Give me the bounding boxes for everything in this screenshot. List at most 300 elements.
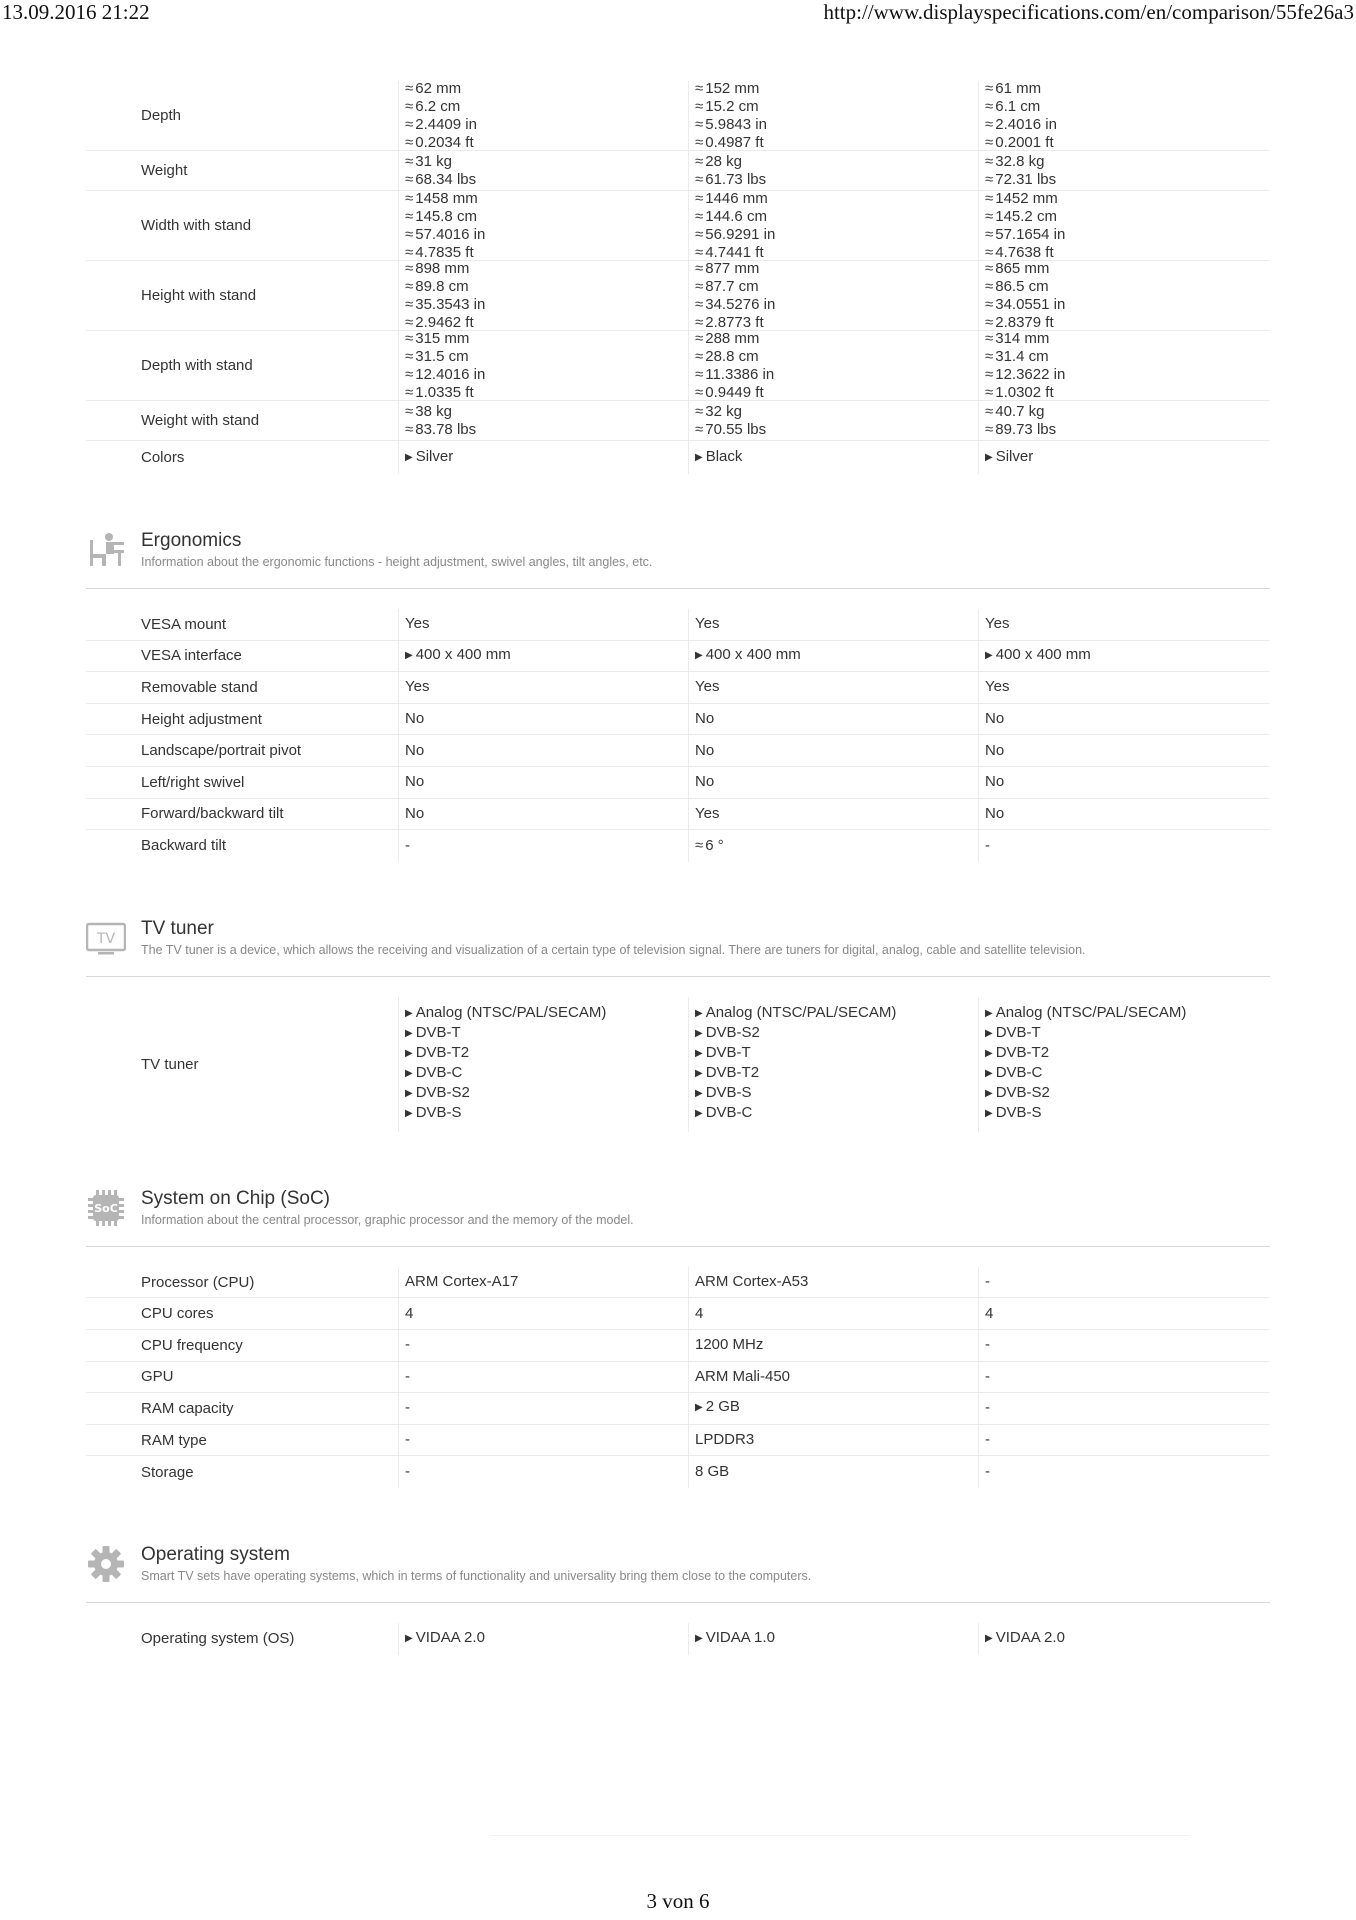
approx-symbol: ≈	[405, 295, 414, 313]
value-text: 2.4016 in	[995, 115, 1057, 133]
chip-icon	[86, 1188, 126, 1228]
spec-value	[688, 81, 978, 150]
approx-symbol: ≈	[695, 329, 704, 347]
spec-label: Height adjustment	[141, 710, 262, 728]
spec-value	[398, 672, 688, 703]
spec-label: GPU	[141, 1368, 174, 1386]
value-line	[695, 1024, 978, 1044]
value-text: No	[695, 773, 715, 791]
spec-label: Storage	[141, 1463, 194, 1481]
approx-symbol: ≈	[405, 420, 414, 438]
approx-symbol: ≈	[985, 420, 994, 438]
value-text: No	[985, 804, 1005, 822]
approx-symbol: ≈	[695, 115, 704, 133]
value-line	[985, 421, 1268, 439]
expand-triangle-icon: ▶	[405, 1632, 413, 1644]
spec-label: CPU frequency	[141, 1336, 243, 1354]
value-line	[405, 80, 688, 98]
value-text: 72.31 lbs	[995, 170, 1057, 188]
expand-triangle-icon: ▶	[405, 1048, 413, 1060]
value-text: No	[985, 741, 1005, 759]
spec-row	[86, 191, 1270, 261]
approx-symbol: ≈	[695, 295, 704, 313]
approx-symbol: ≈	[985, 329, 994, 347]
value-text: 61.73 lbs	[705, 170, 767, 188]
expand-triangle-icon: ▶	[695, 1028, 703, 1040]
value-line	[405, 171, 688, 189]
expand-triangle-icon: ▶	[985, 1088, 993, 1100]
value-line	[405, 1024, 688, 1044]
spec-value	[688, 261, 978, 330]
approx-symbol: ≈	[985, 207, 994, 225]
expand-triangle-icon: ▶	[405, 1088, 413, 1100]
spec-label: Weight with stand	[141, 412, 260, 429]
spec-row	[86, 1623, 1270, 1655]
spec-label: Depth	[141, 107, 182, 124]
spec-row	[86, 1330, 1270, 1362]
value-line	[695, 421, 978, 439]
approx-symbol: ≈	[985, 383, 994, 401]
value-text: -	[405, 1399, 410, 1417]
approx-symbol: ≈	[695, 383, 704, 401]
approx-symbol: ≈	[985, 97, 994, 115]
value-text: 144.6 cm	[705, 207, 767, 225]
value-text: 315 mm	[415, 329, 470, 347]
approx-symbol: ≈	[405, 207, 414, 225]
value-text: 314 mm	[995, 329, 1050, 347]
spec-value	[398, 331, 688, 400]
value-text: 31.5 cm	[415, 347, 469, 365]
value-line	[405, 366, 688, 384]
expand-triangle-icon: ▶	[695, 1632, 703, 1644]
value-text: Silver	[415, 447, 454, 465]
expand-triangle-icon: ▶	[405, 1028, 413, 1040]
value-text: -	[985, 1336, 990, 1354]
value-text: Yes	[405, 615, 430, 633]
section-os	[86, 1542, 1270, 1603]
spec-value	[978, 1362, 1268, 1393]
value-text: Analog (NTSC/PAL/SECAM)	[995, 1004, 1187, 1022]
value-text: 28 kg	[705, 152, 742, 170]
value-text: -	[985, 1399, 990, 1417]
approx-symbol: ≈	[405, 115, 414, 133]
approx-symbol: ≈	[985, 79, 994, 97]
value-text: DVB-T	[705, 1044, 751, 1062]
value-line	[405, 421, 688, 439]
section-description: Information about the ergonomic functions - height adjustment, swivel angles, tilt angles, etc.	[141, 555, 653, 569]
spec-row	[86, 1362, 1270, 1394]
value-line	[985, 226, 1268, 244]
spec-value	[398, 401, 688, 440]
spec-value	[688, 672, 978, 703]
comparison-content	[86, 81, 1270, 1655]
value-text: 4	[405, 1304, 414, 1322]
value-text: Yes	[985, 678, 1010, 696]
ergonomics-table	[86, 609, 1270, 862]
approx-symbol: ≈	[985, 295, 994, 313]
approx-symbol: ≈	[985, 115, 994, 133]
approx-symbol: ≈	[985, 365, 994, 383]
spec-value	[688, 191, 978, 260]
spec-value	[398, 261, 688, 330]
spec-value	[978, 799, 1268, 830]
approx-symbol: ≈	[405, 347, 414, 365]
value-text: 32 kg	[705, 402, 742, 420]
spec-value	[398, 441, 688, 474]
value-line	[985, 153, 1268, 171]
value-line	[695, 226, 978, 244]
spec-value	[688, 1456, 978, 1488]
value-text: 2 GB	[705, 1398, 740, 1416]
spec-value	[398, 1362, 688, 1393]
approx-symbol: ≈	[985, 133, 994, 151]
spec-value	[398, 704, 688, 735]
value-text: No	[405, 773, 425, 791]
spec-value	[688, 735, 978, 766]
value-line	[405, 1629, 688, 1649]
value-line	[405, 134, 688, 152]
spec-value	[978, 1393, 1268, 1424]
value-text: DVB-T2	[705, 1064, 760, 1082]
value-text: 83.78 lbs	[415, 420, 477, 438]
spec-label: Left/right swivel	[141, 773, 245, 791]
value-text: 1446 mm	[705, 189, 768, 207]
spec-value	[978, 1623, 1268, 1655]
spec-label: VESA interface	[141, 647, 242, 665]
section-title: Ergonomics	[141, 530, 242, 551]
spec-value	[688, 767, 978, 798]
value-text: 4	[985, 1304, 994, 1322]
section-description: The TV tuner is a device, which allows the receiving and visualization of a certain type of television signal. There are tuners for digital, analog, cable and satellite television.	[141, 942, 1086, 957]
spec-row	[86, 151, 1270, 191]
expand-triangle-icon: ▶	[985, 1068, 993, 1080]
value-text: -	[985, 1463, 990, 1481]
spec-label: Processor (CPU)	[141, 1273, 255, 1291]
value-text: 11.3386 in	[705, 365, 775, 383]
value-line	[695, 296, 978, 314]
spec-row	[86, 1425, 1270, 1457]
value-line	[695, 384, 978, 402]
value-line	[985, 448, 1268, 468]
value-line	[985, 190, 1268, 208]
value-line	[695, 1629, 978, 1649]
spec-value	[688, 799, 978, 830]
value-line	[985, 116, 1268, 134]
spec-value	[688, 441, 978, 474]
approx-symbol: ≈	[405, 277, 414, 295]
spec-row	[86, 704, 1270, 736]
spec-value	[978, 261, 1268, 330]
value-line	[405, 226, 688, 244]
value-line	[985, 98, 1268, 116]
value-line	[695, 330, 978, 348]
value-text: DVB-T	[415, 1024, 461, 1042]
value-text: DVB-C	[995, 1064, 1043, 1082]
spec-row	[86, 1267, 1270, 1299]
value-line	[985, 330, 1268, 348]
value-line	[405, 1004, 688, 1024]
spec-value	[688, 704, 978, 735]
value-text: 12.3622 in	[995, 365, 1066, 383]
section-description: Information about the central processor, graphic processor and the memory of the model.	[141, 1212, 634, 1227]
section-description: Smart TV sets have operating systems, which in terms of functionality and universality bring them close to the computers.	[141, 1568, 812, 1583]
section-ergonomics	[86, 528, 1270, 589]
approx-symbol: ≈	[695, 225, 704, 243]
value-text: 5.9843 in	[705, 115, 767, 133]
spec-label: Operating system (OS)	[141, 1630, 295, 1648]
spec-value	[978, 672, 1268, 703]
spec-row	[86, 641, 1270, 673]
spec-value	[688, 1393, 978, 1424]
value-text: 0.2001 ft	[995, 133, 1054, 151]
approx-symbol: ≈	[405, 329, 414, 347]
spec-row	[86, 1456, 1270, 1488]
value-line	[405, 116, 688, 134]
value-text: No	[985, 773, 1005, 791]
approx-symbol: ≈	[695, 259, 704, 277]
value-text: 35.3543 in	[415, 295, 486, 313]
approx-symbol: ≈	[405, 79, 414, 97]
spec-value	[978, 1298, 1268, 1329]
spec-row	[86, 672, 1270, 704]
expand-triangle-icon: ▶	[985, 1048, 993, 1060]
value-text: 1.0302 ft	[995, 383, 1054, 401]
value-text: DVB-C	[415, 1064, 463, 1082]
value-text: 288 mm	[705, 329, 760, 347]
approx-symbol: ≈	[695, 207, 704, 225]
value-text: LPDDR3	[695, 1431, 755, 1449]
value-text: Yes	[985, 615, 1010, 633]
value-line	[695, 260, 978, 278]
spec-value	[398, 1393, 688, 1424]
value-text: No	[405, 710, 425, 728]
approx-symbol: ≈	[405, 225, 414, 243]
tv-icon	[86, 918, 126, 958]
value-line	[695, 403, 978, 421]
section-tv-tuner	[86, 916, 1270, 977]
approx-symbol: ≈	[695, 243, 704, 261]
value-line	[985, 1084, 1268, 1104]
section-title: TV tuner	[141, 917, 214, 939]
value-text: -	[405, 1336, 410, 1354]
spec-value	[398, 81, 688, 150]
value-line	[695, 98, 978, 116]
spec-value	[398, 641, 688, 672]
approx-symbol: ≈	[985, 277, 994, 295]
spec-value	[398, 1456, 688, 1488]
spec-label: Width with stand	[141, 217, 252, 234]
approx-symbol: ≈	[985, 402, 994, 420]
spec-label: Colors	[141, 449, 185, 466]
section-title: Operating system	[141, 1543, 290, 1565]
approx-symbol: ≈	[695, 189, 704, 207]
spec-value	[398, 1267, 688, 1298]
spec-value	[398, 1623, 688, 1655]
value-line	[405, 278, 688, 296]
value-text: 70.55 lbs	[705, 420, 767, 438]
value-text: Silver	[995, 447, 1034, 465]
value-line	[695, 1084, 978, 1104]
value-text: 145.2 cm	[995, 207, 1057, 225]
approx-symbol: ≈	[695, 79, 704, 97]
spec-value	[688, 1267, 978, 1298]
approx-symbol: ≈	[985, 189, 994, 207]
value-text: Yes	[695, 615, 720, 633]
expand-triangle-icon: ▶	[985, 1632, 993, 1644]
expand-triangle-icon: ▶	[985, 1008, 993, 1020]
svg-text:SoC: SoC	[94, 1201, 118, 1215]
print-header	[0, 0, 1356, 30]
approx-symbol: ≈	[405, 402, 414, 420]
value-text: 0.4987 ft	[705, 133, 764, 151]
ergonomics-icon	[86, 530, 126, 570]
value-line	[405, 1104, 688, 1124]
value-text: 1.0335 ft	[415, 383, 474, 401]
expand-triangle-icon: ▶	[405, 451, 413, 463]
value-text: 8 GB	[695, 1463, 730, 1481]
approx-symbol: ≈	[695, 170, 704, 188]
svg-text:TV: TV	[96, 930, 116, 947]
value-text: 4.7441 ft	[705, 243, 764, 261]
approx-symbol: ≈	[695, 313, 704, 331]
print-date: 13.09.2016 21:22	[2, 0, 150, 24]
spec-value	[688, 1298, 978, 1329]
spec-label: TV tuner	[141, 1055, 199, 1073]
value-line	[405, 208, 688, 226]
spec-value	[398, 609, 688, 640]
os-table	[86, 1623, 1270, 1655]
spec-value	[398, 1425, 688, 1456]
value-text: DVB-S	[995, 1104, 1042, 1122]
value-text: 6.1 cm	[995, 97, 1041, 115]
value-line	[405, 646, 688, 666]
spec-value	[978, 1267, 1268, 1298]
spec-value	[398, 1298, 688, 1329]
value-line	[695, 80, 978, 98]
value-line	[695, 116, 978, 134]
approx-symbol: ≈	[405, 189, 414, 207]
approx-symbol: ≈	[985, 259, 994, 277]
spec-value	[398, 799, 688, 830]
value-line	[985, 403, 1268, 421]
spec-label: Depth with stand	[141, 357, 253, 374]
value-text: -	[405, 1367, 410, 1385]
expand-triangle-icon: ▶	[405, 1108, 413, 1120]
spec-row	[86, 81, 1270, 151]
expand-triangle-icon: ▶	[985, 451, 993, 463]
tv-tuner-table	[86, 997, 1270, 1132]
spec-value	[398, 767, 688, 798]
value-line	[405, 1064, 688, 1084]
value-text: 34.5276 in	[705, 295, 776, 313]
approx-symbol: ≈	[985, 243, 994, 261]
value-text: 4	[695, 1304, 704, 1322]
value-line	[985, 1044, 1268, 1064]
value-line	[405, 348, 688, 366]
value-line	[405, 1044, 688, 1064]
spec-row	[86, 735, 1270, 767]
spec-value	[688, 609, 978, 640]
value-text: 6 °	[705, 836, 724, 854]
value-text: No	[405, 804, 425, 822]
value-text: DVB-S2	[705, 1024, 760, 1042]
value-text: ARM Cortex-A17	[405, 1273, 519, 1291]
value-text: ARM Mali-450	[695, 1367, 791, 1385]
value-line	[695, 278, 978, 296]
value-line	[985, 134, 1268, 152]
value-text: 40.7 kg	[995, 402, 1045, 420]
divider	[490, 1835, 1190, 1836]
value-text: 400 x 400 mm	[705, 645, 801, 663]
value-text: 2.8773 ft	[705, 313, 764, 331]
spec-value	[398, 830, 688, 862]
spec-label: Height with stand	[141, 287, 257, 304]
spec-row	[86, 441, 1270, 474]
value-line	[985, 260, 1268, 278]
spec-value	[978, 997, 1268, 1132]
value-text: No	[695, 741, 715, 759]
value-text: -	[405, 1431, 410, 1449]
value-line	[695, 1398, 978, 1418]
spec-value	[978, 401, 1268, 440]
expand-triangle-icon: ▶	[985, 1028, 993, 1040]
spec-value	[978, 81, 1268, 150]
spec-value	[978, 704, 1268, 735]
value-text: 152 mm	[705, 79, 760, 97]
value-text: -	[985, 1367, 990, 1385]
spec-value	[978, 735, 1268, 766]
value-text: 28.8 cm	[705, 347, 759, 365]
spec-label: Backward tilt	[141, 837, 227, 855]
expand-triangle-icon: ▶	[695, 1068, 703, 1080]
approx-symbol: ≈	[985, 152, 994, 170]
value-line	[695, 208, 978, 226]
approx-symbol: ≈	[405, 243, 414, 261]
spec-value	[688, 1623, 978, 1655]
spec-value	[688, 830, 978, 862]
value-text: 56.9291 in	[705, 225, 776, 243]
value-line	[985, 171, 1268, 189]
value-line	[405, 190, 688, 208]
spec-label: Landscape/portrait pivot	[141, 742, 302, 760]
approx-symbol: ≈	[405, 259, 414, 277]
value-text: DVB-T	[995, 1024, 1041, 1042]
value-text: 145.8 cm	[415, 207, 477, 225]
value-line	[405, 330, 688, 348]
value-line	[695, 1104, 978, 1124]
approx-symbol: ≈	[985, 225, 994, 243]
approx-symbol: ≈	[695, 277, 704, 295]
approx-symbol: ≈	[405, 133, 414, 151]
value-text: Yes	[695, 678, 720, 696]
value-text: 2.4409 in	[415, 115, 477, 133]
expand-triangle-icon: ▶	[695, 1108, 703, 1120]
value-text: 2.9462 ft	[415, 313, 474, 331]
spec-value	[978, 441, 1268, 474]
value-line	[695, 1004, 978, 1024]
value-line	[985, 1629, 1268, 1649]
spec-row	[86, 401, 1270, 441]
value-line	[405, 384, 688, 402]
approx-symbol: ≈	[695, 97, 704, 115]
spec-value	[398, 735, 688, 766]
expand-triangle-icon: ▶	[695, 1008, 703, 1020]
spec-value	[688, 1330, 978, 1361]
spec-value	[978, 151, 1268, 190]
value-text: No	[695, 710, 715, 728]
value-text: -	[405, 836, 410, 854]
value-text: 57.1654 in	[995, 225, 1066, 243]
